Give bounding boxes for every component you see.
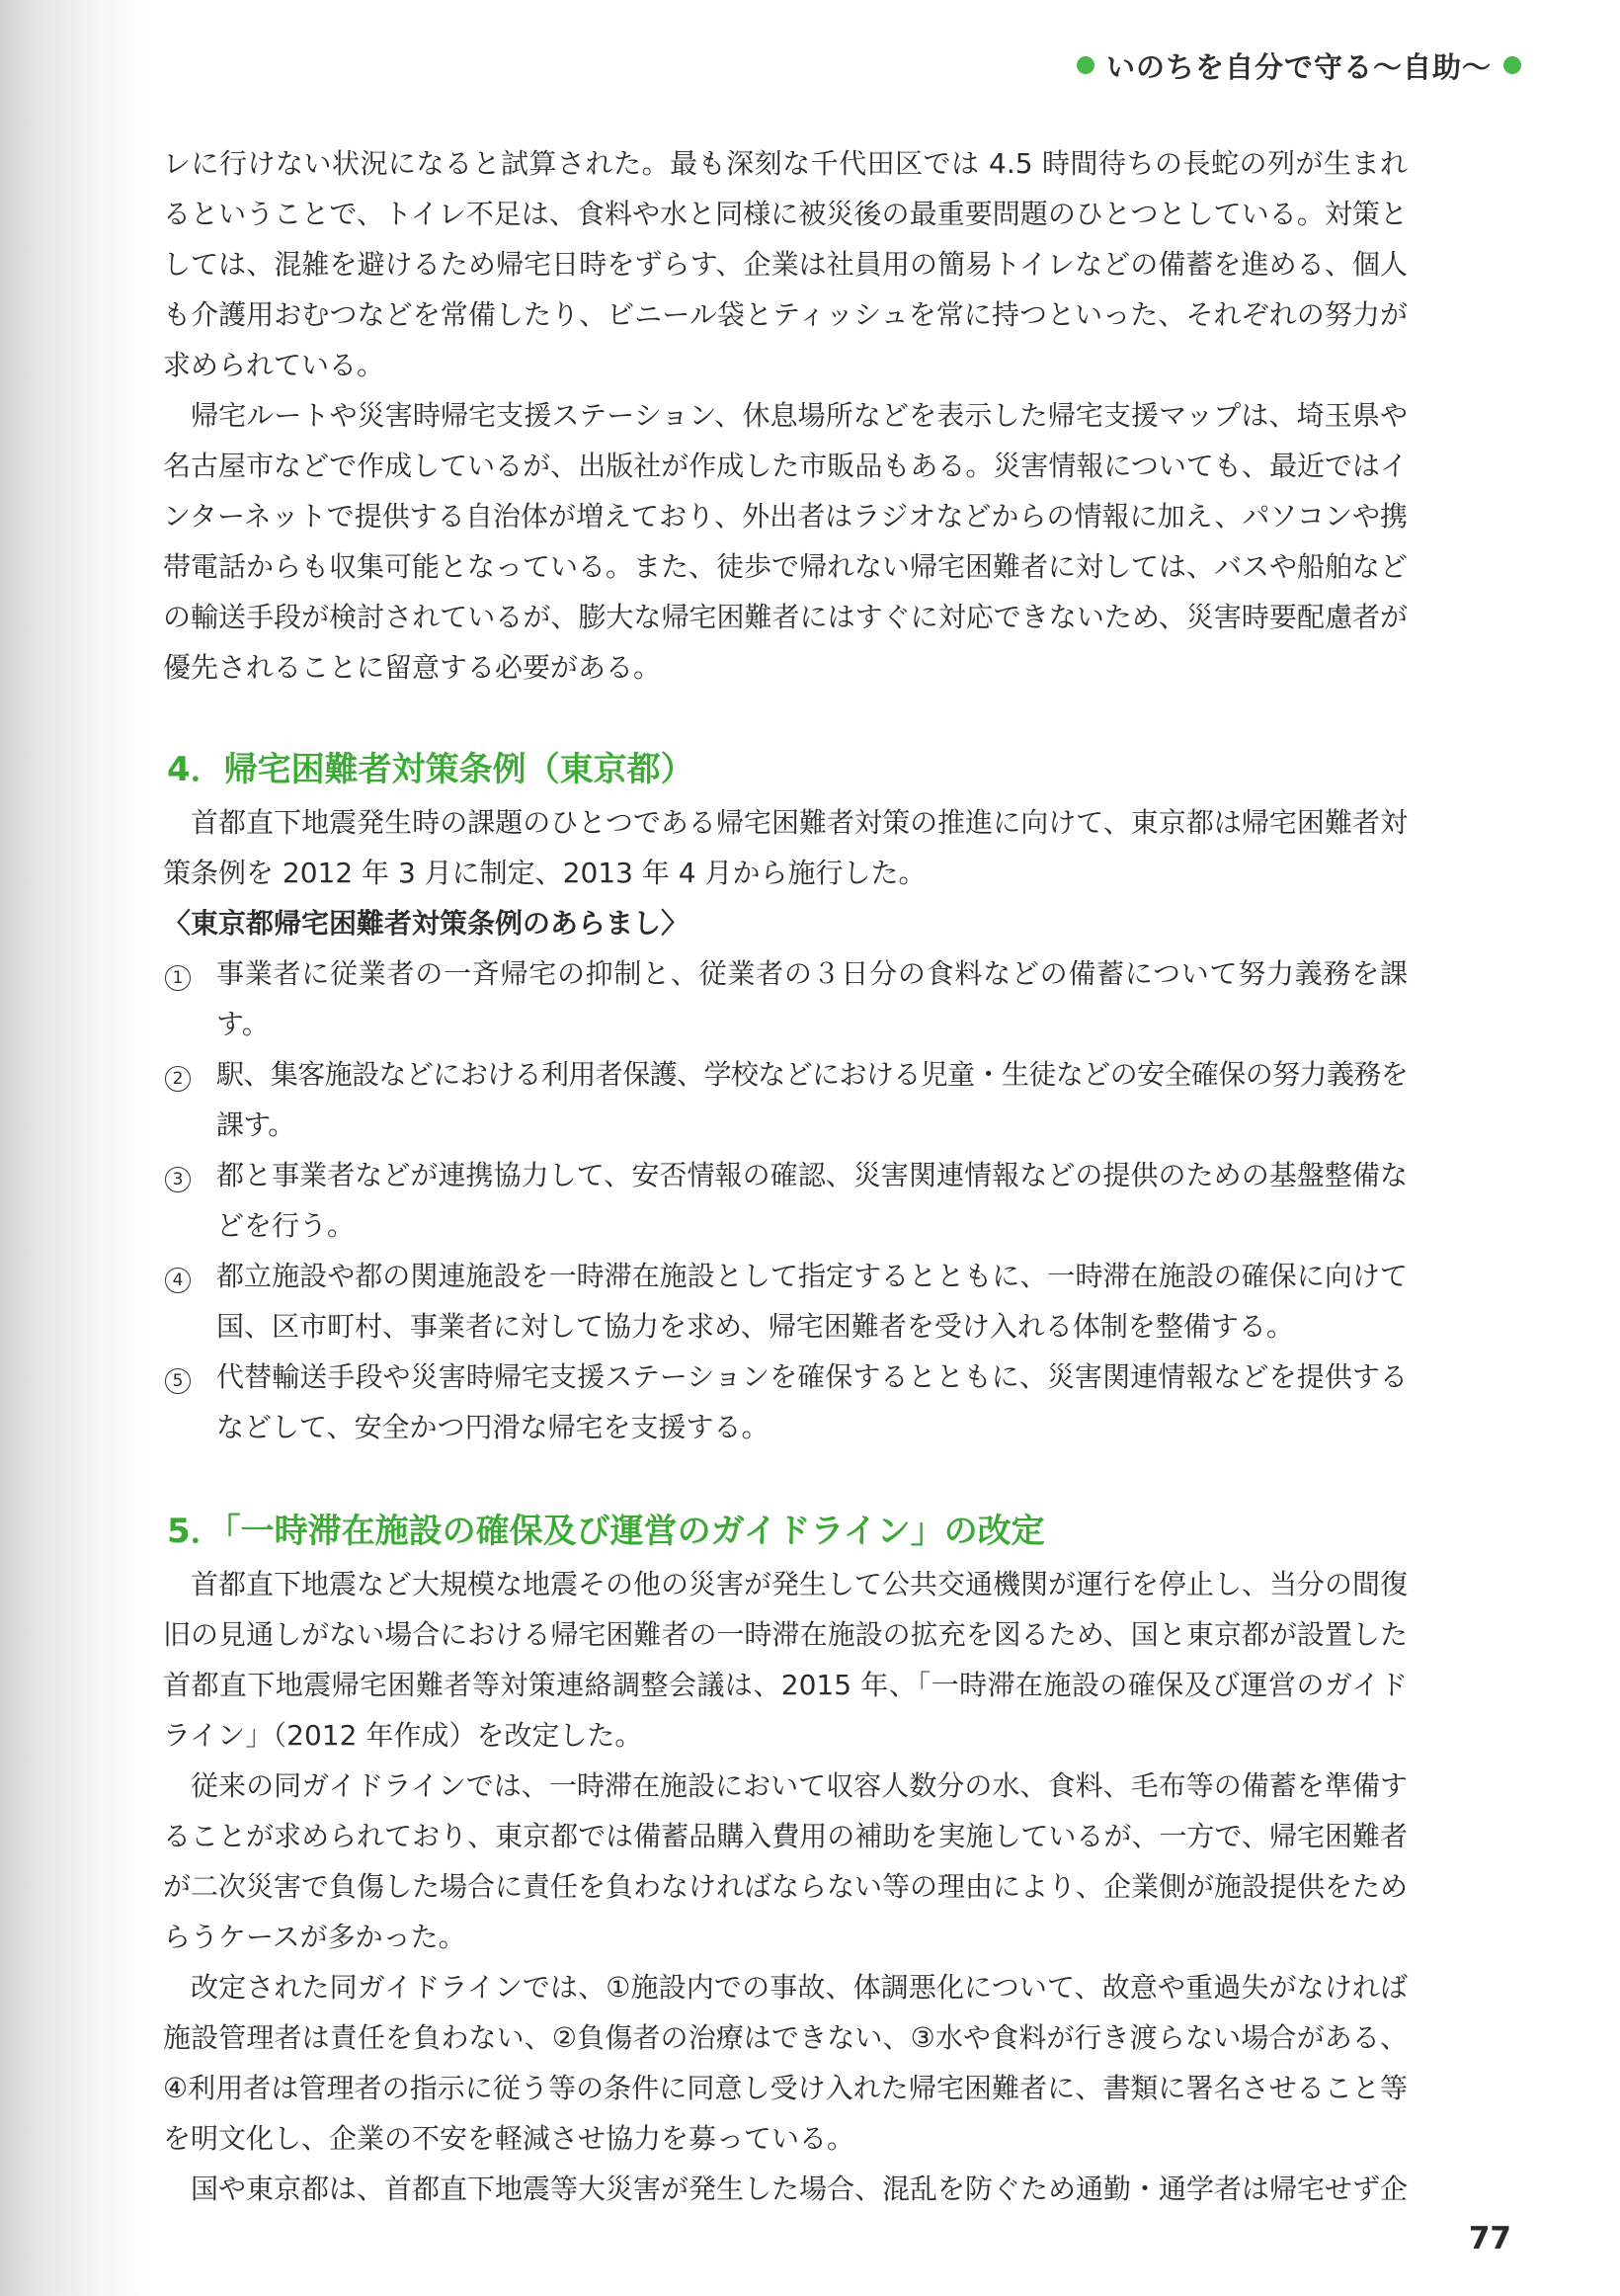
intro-paragraph: レに行けない状況になると試算された。最も深刻な千代田区では 4.5 時間待ちの長蛇の列が生まれるということで、トイレ不足は、食料や水と同様に被災後の最重要問題のひとつとしている。対策としては、混雑を避けるため帰宅日時をずらす、企業は社員用の簡易トイレなどの備蓄を進める、個人も介護用おむつなどを常備したり、ビニール袋とティッシュを常に持つといった、それぞれの努力が求められている。 <box>163 147 1408 381</box>
ordinance-item-text: 代替輸送手段や災害時帰宅支援ステーションを確保するとともに、災害関連情報などを提供するなどして、安全かつ円滑な帰宅を支援する。 <box>216 1360 1408 1443</box>
page-number: 77 <box>1468 2221 1511 2256</box>
section-4-heading: 4．帰宅困難者対策条例（東京都） <box>167 750 694 789</box>
page-body <box>163 138 1408 2214</box>
bullet-dot-icon <box>1077 56 1094 74</box>
page-spine-shadow <box>0 0 148 2296</box>
bullet-dot-icon <box>1503 56 1521 74</box>
running-header <box>1077 43 1521 87</box>
section-4-paragraph: 首都直下地震発生時の課題のひとつである帰宅困難者対策の推進に向けて、東京都は帰宅困難者対策条例を 2012 年 3 月に制定、2013 年 4 月から施行した。 <box>163 806 1408 889</box>
circled-number-1: 1 <box>165 965 191 991</box>
section-5-paragraph: 改定された同ガイドラインでは、①施設内での事故、体調悪化について、故意や重過失がなければ施設管理者は責任を負わない、②負傷者の治療はできない、③水や食料が行き渡らない場合がある、④利用者は管理者の指示に従う等の条件に同意し受け入れた帰宅困難者に、書類に署名させること等を明文化し、企業の不安を軽減させ協力を募っている。 <box>163 1971 1408 2155</box>
header-title: いのちを自分で守る〜自助〜 <box>1105 49 1492 84</box>
section-5-paragraph: 首都直下地震など大規模な地震その他の災害が発生して公共交通機関が運行を停止し、当分の間復旧の見通しがない場合における帰宅困難者の一時滞在施設の拡充を図るため、国と東京都が設置した首都直下地震帰宅困難者等対策連絡調整会議は、2015 年、「一時滞在施設の確保及び運営のガイドライン」（2012 年作成）を改定した。 <box>163 1568 1409 1752</box>
circled-number-2: 2 <box>165 1066 191 1092</box>
circled-number-4: 4 <box>165 1268 191 1293</box>
section-5-paragraph: 国や東京都は、首都直下地震等大災害が発生した場合、混乱を防ぐため通勤・通学者は帰宅せず企 <box>191 2173 1409 2205</box>
ordinance-summary-subheading: 〈東京都帰宅困難者対策条例のあらまし〉 <box>163 907 689 940</box>
ordinance-item <box>163 1251 1408 1352</box>
ordinance-item <box>163 1150 1408 1251</box>
section-5-heading: 5．「一時滞在施設の確保及び運営のガイドライン」の改定 <box>167 1512 1045 1551</box>
ordinance-item-text: 都と事業者などが連携協力して、安否情報の確認、災害関連情報などの提供のための基盤整備などを行う。 <box>216 1159 1408 1242</box>
circled-number-3: 3 <box>165 1167 191 1192</box>
ordinance-item <box>163 1352 1408 1452</box>
section-5-paragraph: 従来の同ガイドラインでは、一時滞在施設において収容人数分の水、食料、毛布等の備蓄を準備することが求められており、東京都では備蓄品購入費用の補助を実施しているが、一方で、帰宅困難者が二次災害で負傷した場合に責任を負わなければならない等の理由により、企業側が施設提供をためらうケースが多かった。 <box>163 1769 1409 1953</box>
circled-number-5: 5 <box>165 1368 191 1394</box>
ordinance-item-text: 事業者に従業者の一斉帰宅の抑制と、従業者の３日分の食料などの備蓄について努力義務を課す。 <box>216 957 1408 1040</box>
ordinance-item-text: 駅、集客施設などにおける利用者保護、学校などにおける児童・生徒などの安全確保の努力義務を課す。 <box>216 1058 1408 1141</box>
intro-paragraph: 帰宅ルートや災害時帰宅支援ステーション、休息場所などを表示した帰宅支援マップは、埼玉県や名古屋市などで作成しているが、出版社が作成した市販品もある。災害情報についても、最近ではインターネットで提供する自治体が増えており、外出者はラジオなどからの情報に加え、パソコンや携帯電話からも収集可能となっている。また、徒歩で帰れない帰宅困難者に対しては、バスや船舶などの輸送手段が検討されているが、膨大な帰宅困難者にはすぐに対応できないため、災害時要配慮者が優先されることに留意する必要がある。 <box>163 399 1409 684</box>
ordinance-item <box>163 948 1408 1049</box>
ordinance-item <box>163 1049 1408 1150</box>
ordinance-item-text: 都立施設や都の関連施設を一時滞在施設として指定するとともに、一時滞在施設の確保に向けて国、区市町村、事業者に対して協力を求め、帰宅困難者を受け入れる体制を整備する。 <box>216 1260 1408 1343</box>
